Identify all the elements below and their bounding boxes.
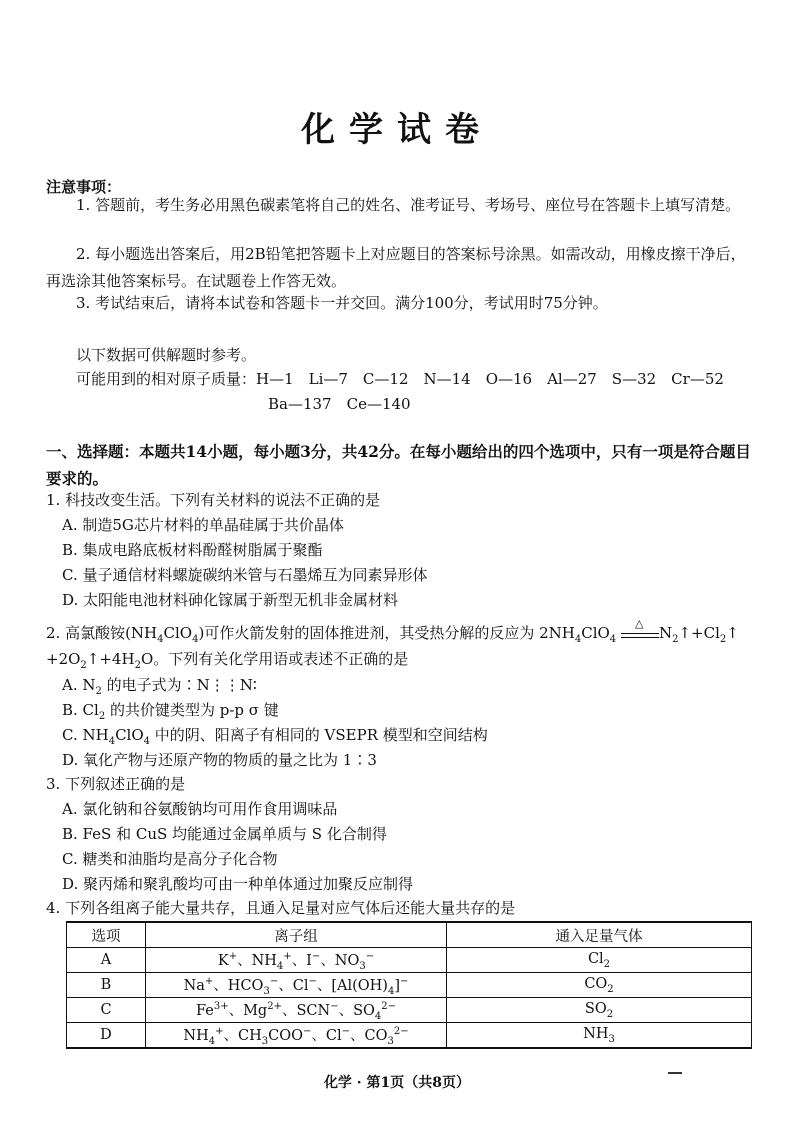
heat-symbol: △ [634, 617, 644, 630]
page-title: 化学试卷 [301, 110, 493, 150]
heat-equals-sign [621, 617, 659, 641]
q2-option-c: C. $NH_4ClO_4$ 中的阴、阳离子有相同的 VSEPR 模型和空间结构 [62, 726, 488, 747]
q2-option-b-part: B. Cl [62, 701, 99, 719]
q2-option-a: A. $N_2$ 的电子式为∶N⋮⋮N∶ [62, 676, 257, 697]
table-row [67, 1023, 752, 1049]
q2-option-b-part: 的共价键类型为 p-p σ 键 [105, 701, 279, 719]
q2-option-c-part: 中的阴、阳离子有相同的 VSEPR 模型和空间结构 [150, 726, 488, 744]
table-row [67, 998, 752, 1023]
q2-stem: 2. 高氯酸铵$(NH_4ClO_4)$可作火箭发射的固体推进剂，其受热分解的反应为 $2NH_4ClO_4$ △ $N_2↑+Cl_2↑$ [46, 617, 739, 645]
q1-stem: 1. 科技改变生活。下列有关材料的说法不正确的是 [46, 491, 381, 509]
header-ion-group: 离子组 [146, 922, 447, 948]
row-label: D [67, 1023, 146, 1049]
q2-option-a-part: 的电子式为∶N⋮⋮N∶ [101, 676, 257, 694]
q3-stem: 3. 下列叙述正确的是 [46, 775, 186, 793]
atomic-mass-line-2: Ba—137 Ce—140 [268, 395, 411, 413]
ion-group-cell: $NH_4^+$、$CH_3COO^-$、Cl−、$CO_3^{2-}$ [146, 1023, 447, 1049]
reference-intro: 以下数据可供解题时参考。 [76, 346, 257, 364]
q2-stem-part: O。下列有关化学用语或表述不正确的是 [140, 650, 409, 668]
gas-cell: $NH_3$ [447, 1023, 752, 1049]
q2-stem-part: 2. 高氯酸铵(NH [46, 624, 158, 642]
q2-option-d: D. 氧化产物与还原产物的物质的量之比为 1∶3 [62, 751, 377, 769]
section-1-heading: 一、选择题：本题共14小题，每小题3分，共42分。在每小题给出的四个选项中，只有一项是符合题目要求的。 [46, 442, 751, 488]
table-header-row [67, 922, 752, 948]
q2-option-c-part: C. NH [62, 726, 109, 744]
q2-stem-part: +2O [46, 650, 81, 668]
gas-cell: $CO_2$ [447, 973, 752, 998]
q1-option-c: C. 量子通信材料螺旋碳纳米管与石墨烯互为同素异形体 [62, 566, 428, 584]
header-gas: 通入足量气体 [447, 922, 752, 948]
header-option: 选项 [67, 922, 146, 948]
q2-stem-line2: $+2O_2↑+4H_2O$。下列有关化学用语或表述不正确的是 [46, 650, 409, 671]
q2-option-a-part: A. N [62, 676, 96, 694]
table-row [67, 973, 752, 998]
gas-cell: $Cl_2$ [447, 948, 752, 973]
q1-option-a: A. 制造5G芯片材料的单晶硅属于共价晶体 [62, 516, 344, 534]
q3-option-b: B. FeS 和 CuS 均能通过金属单质与 S 化合制得 [62, 825, 387, 843]
q2-option-b: B. $Cl_2$ 的共价键类型为 p-p σ 键 [62, 701, 279, 722]
q2-stem-part: ↑ [726, 624, 739, 642]
q2-stem-part: ClO [581, 624, 610, 642]
q3-option-c: C. 糖类和油脂均是高分子化合物 [62, 850, 278, 868]
q2-stem-part: N [658, 624, 673, 642]
q3-option-a: A. 氯化钠和谷氨酸钠均可用作食用调味品 [62, 800, 338, 818]
page-footer: 化学 · 第1页（共8页） [323, 1075, 471, 1091]
q2-stem-part: ClO [163, 624, 193, 642]
q2-option-c-part: ClO [115, 726, 144, 744]
row-label: B [67, 973, 146, 998]
q3-option-d: D. 聚丙烯和聚乳酸均可由一种单体通过加聚反应制得 [62, 875, 414, 893]
notice-heading: 注意事项： [46, 178, 122, 196]
notice-item-2: 2. 每小题选出答案后，用2B铅笔把答题卡上对应题目的答案标号涂黑。如需改动，用橡皮擦干净后，再选涂其他答案标号。在试题卷上作答无效。 [46, 245, 746, 290]
q4-stem: 4. 下列各组离子能大量共存，且通入足量对应气体后还能大量共存的是 [46, 899, 516, 917]
q2-stem-part: ↑+Cl [678, 624, 720, 642]
scan-mark [668, 1072, 682, 1074]
table-row [67, 948, 752, 973]
notice-item-3: 3. 考试结束后，请将本试卷和答题卡一并交回。满分100分，考试用时75分钟。 [76, 294, 608, 312]
ion-group-cell: K+、$NH_4^+$、I−、$NO_3^-$ [146, 948, 447, 973]
row-label: C [67, 998, 146, 1023]
q2-stem-part: )可作火箭发射的固体推进剂，其受热分解的反应为 2NH [198, 624, 575, 642]
ion-group-cell: $Fe^{3+}$、$Mg^{2+}$、SCN−、$SO_4^{2-}$ [146, 998, 447, 1023]
q1-option-b: B. 集成电路底板材料酚醛树脂属于聚酯 [62, 541, 323, 559]
row-label: A [67, 948, 146, 973]
q2-stem-part: ↑+4H [86, 650, 135, 668]
atomic-mass-line-1: 可能用到的相对原子质量：H—1 Li—7 C—12 N—14 O—16 Al—27 S—32 Cr—52 [76, 370, 724, 388]
notice-item-1: 1. 答题前，考生务必用黑色碳素笔将自己的姓名、准考证号、考场号、座位号在答题卡上填写清楚。 [76, 196, 741, 214]
ion-group-cell: Na+、$HCO_3^-$、Cl−、$[Al(OH)_4]^-$ [146, 973, 447, 998]
gas-cell: $SO_2$ [447, 998, 752, 1023]
q4-table [66, 921, 752, 1049]
q1-option-d: D. 太阳能电池材料砷化镓属于新型无机非金属材料 [62, 591, 399, 609]
